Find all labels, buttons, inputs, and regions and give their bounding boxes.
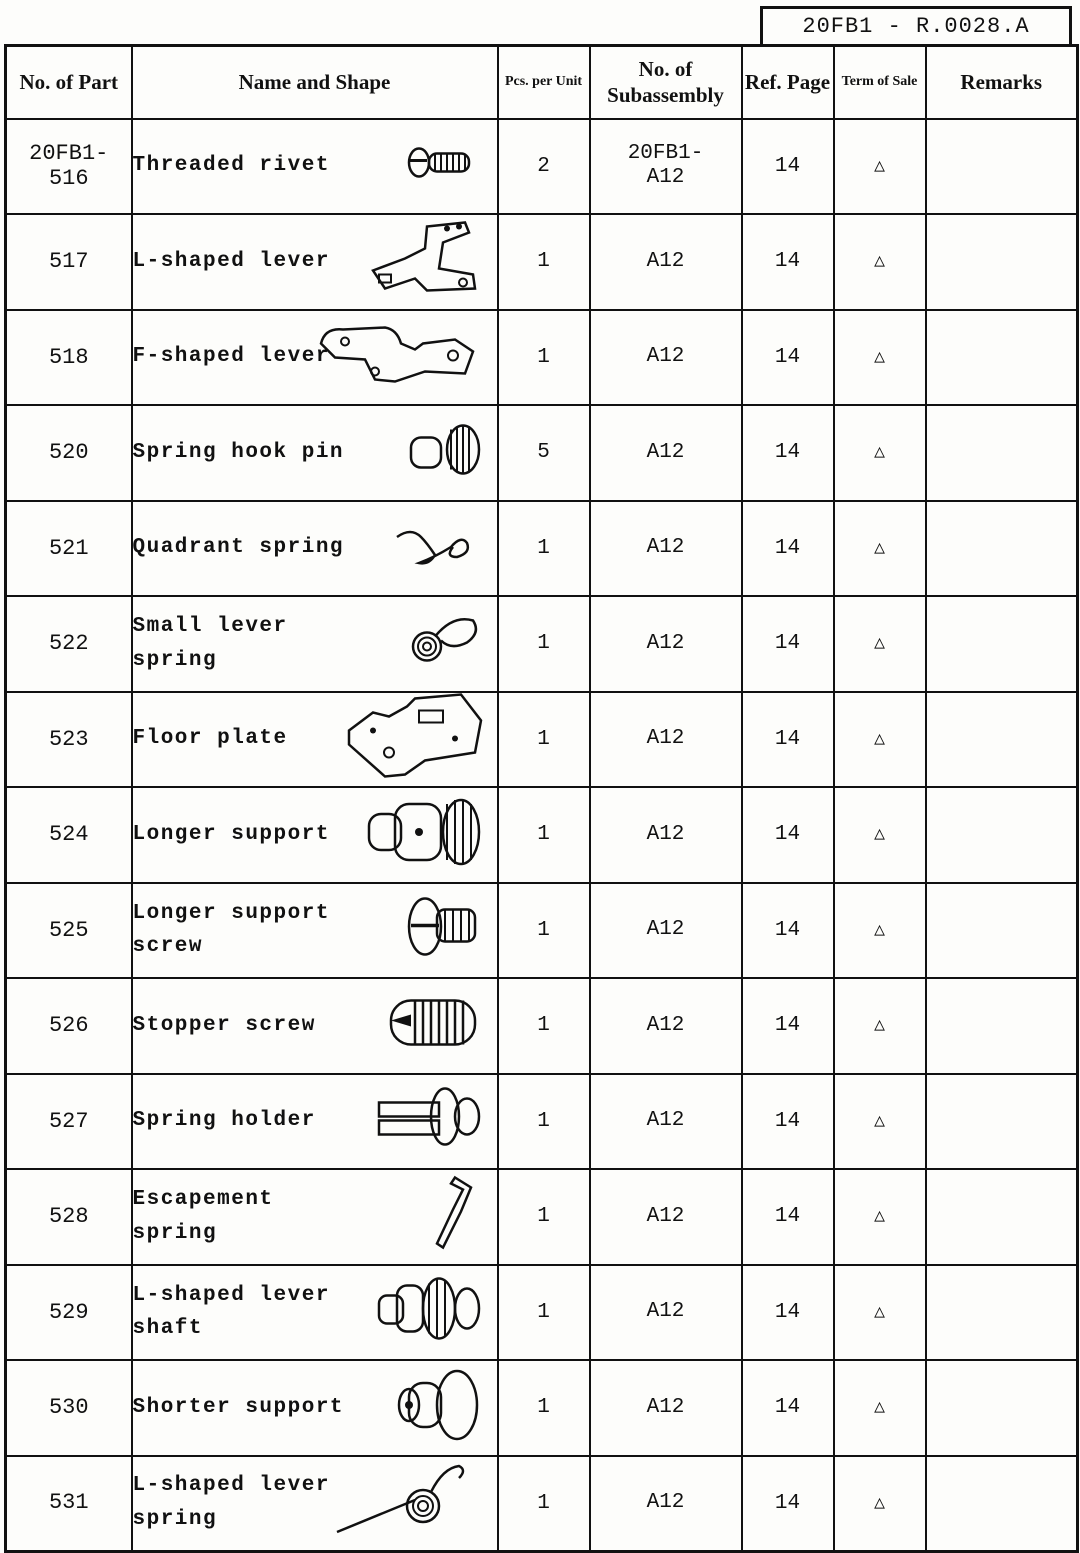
term-of-sale-mark: △	[874, 538, 885, 559]
ref-page: 14	[742, 1265, 834, 1361]
pcs-per-unit: 1	[498, 1169, 590, 1265]
table-row	[6, 1265, 1078, 1361]
term-of-sale	[834, 119, 926, 215]
part-name: Threaded rivet	[132, 154, 330, 178]
remarks	[926, 1074, 1078, 1170]
threaded-rivet-icon	[405, 143, 485, 190]
floor-plate-icon	[345, 691, 485, 788]
term-of-sale	[834, 1074, 926, 1170]
part-name: Spring hook pin	[132, 440, 345, 464]
part-name-cell	[132, 405, 498, 501]
pcs-per-unit: 5	[498, 405, 590, 501]
table-row	[6, 883, 1078, 979]
part-number: 524	[6, 787, 132, 883]
spring-hook-pin-icon	[405, 419, 485, 486]
pcs-per-unit: 1	[498, 978, 590, 1074]
part-number: 522	[6, 596, 132, 692]
term-of-sale-mark: △	[874, 443, 885, 464]
remarks	[926, 1360, 1078, 1456]
longer-support-screw-icon	[405, 892, 485, 969]
term-of-sale-mark: △	[874, 1016, 885, 1037]
term-of-sale-mark: △	[874, 825, 885, 846]
term-of-sale	[834, 787, 926, 883]
part-name-cell	[132, 596, 498, 692]
term-of-sale	[834, 883, 926, 979]
header-remarks: Remarks	[926, 46, 1078, 119]
part-name: Stopper screw	[132, 1013, 316, 1037]
part-name: Longer support	[132, 822, 330, 846]
part-number: 529	[6, 1265, 132, 1361]
escapement-spring-icon	[425, 1173, 485, 1260]
part-number: 530	[6, 1360, 132, 1456]
ref-page: 14	[742, 978, 834, 1074]
part-name-cell	[132, 1360, 498, 1456]
term-of-sale	[834, 596, 926, 692]
pcs-per-unit: 1	[498, 501, 590, 597]
part-name: Spring holder	[132, 1109, 316, 1133]
subassembly-number: A12	[590, 405, 742, 501]
stopper-screw-icon	[385, 992, 485, 1059]
l-shaped-lever-shaft-icon	[375, 1274, 485, 1351]
remarks	[926, 596, 1078, 692]
l-shaped-lever-spring-icon	[335, 1462, 485, 1544]
subassembly-number: A12	[590, 1456, 742, 1552]
table-row	[6, 692, 1078, 788]
pcs-per-unit: 1	[498, 596, 590, 692]
pcs-per-unit: 1	[498, 787, 590, 883]
term-of-sale-mark: △	[874, 729, 885, 750]
header-part-no: No. of Part	[6, 46, 132, 119]
part-name: L-shaped lever shaft	[132, 1283, 330, 1341]
remarks	[926, 1456, 1078, 1552]
ref-page: 14	[742, 787, 834, 883]
pcs-per-unit: 1	[498, 1360, 590, 1456]
term-of-sale-mark: △	[874, 347, 885, 368]
ref-page: 14	[742, 1074, 834, 1170]
part-name-cell	[132, 119, 498, 215]
part-name: L-shaped lever	[132, 249, 330, 273]
pcs-per-unit: 1	[498, 1074, 590, 1170]
remarks	[926, 978, 1078, 1074]
subassembly-number: A12	[590, 1074, 742, 1170]
term-of-sale	[834, 501, 926, 597]
part-name-cell	[132, 214, 498, 310]
term-of-sale	[834, 1265, 926, 1361]
term-of-sale	[834, 405, 926, 501]
subassembly-number: 20FB1- A12	[590, 119, 742, 215]
ref-page: 14	[742, 501, 834, 597]
shorter-support-icon	[395, 1367, 485, 1449]
term-of-sale	[834, 978, 926, 1074]
part-name: Quadrant spring	[132, 536, 345, 560]
pcs-per-unit: 1	[498, 310, 590, 406]
l-shaped-lever-icon	[365, 218, 485, 305]
table-row	[6, 1456, 1078, 1552]
remarks	[926, 787, 1078, 883]
part-number: 520	[6, 405, 132, 501]
term-of-sale-mark: △	[874, 1207, 885, 1228]
part-name-cell	[132, 978, 498, 1074]
ref-page: 14	[742, 310, 834, 406]
parts-table-body	[6, 119, 1078, 1552]
part-number: 518	[6, 310, 132, 406]
document-reference: 20FB1 - R.0028.A	[760, 6, 1072, 44]
part-name-cell	[132, 692, 498, 788]
term-of-sale	[834, 1360, 926, 1456]
term-of-sale	[834, 310, 926, 406]
table-row	[6, 596, 1078, 692]
part-name: Floor plate	[132, 727, 288, 751]
subassembly-number: A12	[590, 501, 742, 597]
header-ref-page: Ref. Page	[742, 46, 834, 119]
part-number: 20FB1- 516	[6, 119, 132, 215]
part-number: 521	[6, 501, 132, 597]
table-row	[6, 405, 1078, 501]
part-name-cell	[132, 501, 498, 597]
pcs-per-unit: 1	[498, 214, 590, 310]
pcs-per-unit: 1	[498, 883, 590, 979]
table-row	[6, 1074, 1078, 1170]
ref-page: 14	[742, 1169, 834, 1265]
subassembly-number: A12	[590, 978, 742, 1074]
part-name-cell	[132, 1265, 498, 1361]
remarks	[926, 310, 1078, 406]
subassembly-number: A12	[590, 692, 742, 788]
spring-holder-icon	[375, 1083, 485, 1160]
remarks	[926, 883, 1078, 979]
subassembly-number: A12	[590, 214, 742, 310]
header-term-of-sale: Term of Sale	[834, 46, 926, 119]
remarks	[926, 405, 1078, 501]
part-name: Longer support screw	[132, 901, 330, 959]
term-of-sale-mark: △	[874, 920, 885, 941]
remarks	[926, 1265, 1078, 1361]
pcs-per-unit: 1	[498, 692, 590, 788]
part-name: Shorter support	[132, 1395, 345, 1419]
f-shaped-lever-icon	[315, 314, 485, 401]
table-row	[6, 119, 1078, 215]
term-of-sale-mark: △	[874, 252, 885, 273]
part-name: Escapement spring	[132, 1188, 274, 1245]
term-of-sale	[834, 1456, 926, 1552]
ref-page: 14	[742, 1360, 834, 1456]
remarks	[926, 1169, 1078, 1265]
ref-page: 14	[742, 692, 834, 788]
term-of-sale	[834, 214, 926, 310]
pcs-per-unit: 1	[498, 1456, 590, 1552]
term-of-sale	[834, 692, 926, 788]
part-name: F-shaped lever	[132, 345, 330, 369]
ref-page: 14	[742, 883, 834, 979]
ref-page: 14	[742, 214, 834, 310]
pcs-per-unit: 2	[498, 119, 590, 215]
remarks	[926, 501, 1078, 597]
header-name-and-shape: Name and Shape	[132, 46, 498, 119]
table-row	[6, 787, 1078, 883]
ref-page: 14	[742, 405, 834, 501]
remarks	[926, 214, 1078, 310]
part-name-cell	[132, 1456, 498, 1552]
ref-page: 14	[742, 1456, 834, 1552]
small-lever-spring-icon	[405, 610, 485, 677]
part-number: 517	[6, 214, 132, 310]
quadrant-spring-icon	[395, 517, 485, 579]
part-number: 527	[6, 1074, 132, 1170]
pcs-per-unit: 1	[498, 1265, 590, 1361]
subassembly-number: A12	[590, 1265, 742, 1361]
header-pcs-per-unit: Pcs. per Unit	[498, 46, 590, 119]
header-subassembly: No. of Subassembly	[590, 46, 742, 119]
table-row	[6, 1360, 1078, 1456]
remarks	[926, 692, 1078, 788]
part-name-cell	[132, 1169, 498, 1265]
term-of-sale-mark: △	[874, 1302, 885, 1323]
term-of-sale	[834, 1169, 926, 1265]
part-name: Small lever spring	[132, 615, 288, 672]
remarks	[926, 119, 1078, 215]
table-row	[6, 310, 1078, 406]
header-row	[6, 46, 1078, 119]
part-number: 525	[6, 883, 132, 979]
term-of-sale-mark: △	[874, 634, 885, 655]
ref-page: 14	[742, 119, 834, 215]
part-number: 523	[6, 692, 132, 788]
subassembly-number: A12	[590, 787, 742, 883]
part-name-cell	[132, 883, 498, 979]
table-row	[6, 1169, 1078, 1265]
table-row	[6, 501, 1078, 597]
term-of-sale-mark: △	[874, 1111, 885, 1132]
term-of-sale-mark: △	[874, 156, 885, 177]
parts-table	[4, 44, 1079, 1553]
subassembly-number: A12	[590, 1360, 742, 1456]
part-number: 531	[6, 1456, 132, 1552]
part-name-cell	[132, 1074, 498, 1170]
term-of-sale-mark: △	[874, 1493, 885, 1514]
part-name-cell	[132, 310, 498, 406]
table-row	[6, 214, 1078, 310]
longer-support-icon	[365, 794, 485, 876]
part-name: L-shaped lever spring	[132, 1474, 330, 1531]
part-number: 526	[6, 978, 132, 1074]
subassembly-number: A12	[590, 596, 742, 692]
part-name-cell	[132, 787, 498, 883]
table-row	[6, 978, 1078, 1074]
term-of-sale-mark: △	[874, 1398, 885, 1419]
subassembly-number: A12	[590, 883, 742, 979]
part-number: 528	[6, 1169, 132, 1265]
subassembly-number: A12	[590, 1169, 742, 1265]
subassembly-number: A12	[590, 310, 742, 406]
ref-page: 14	[742, 596, 834, 692]
